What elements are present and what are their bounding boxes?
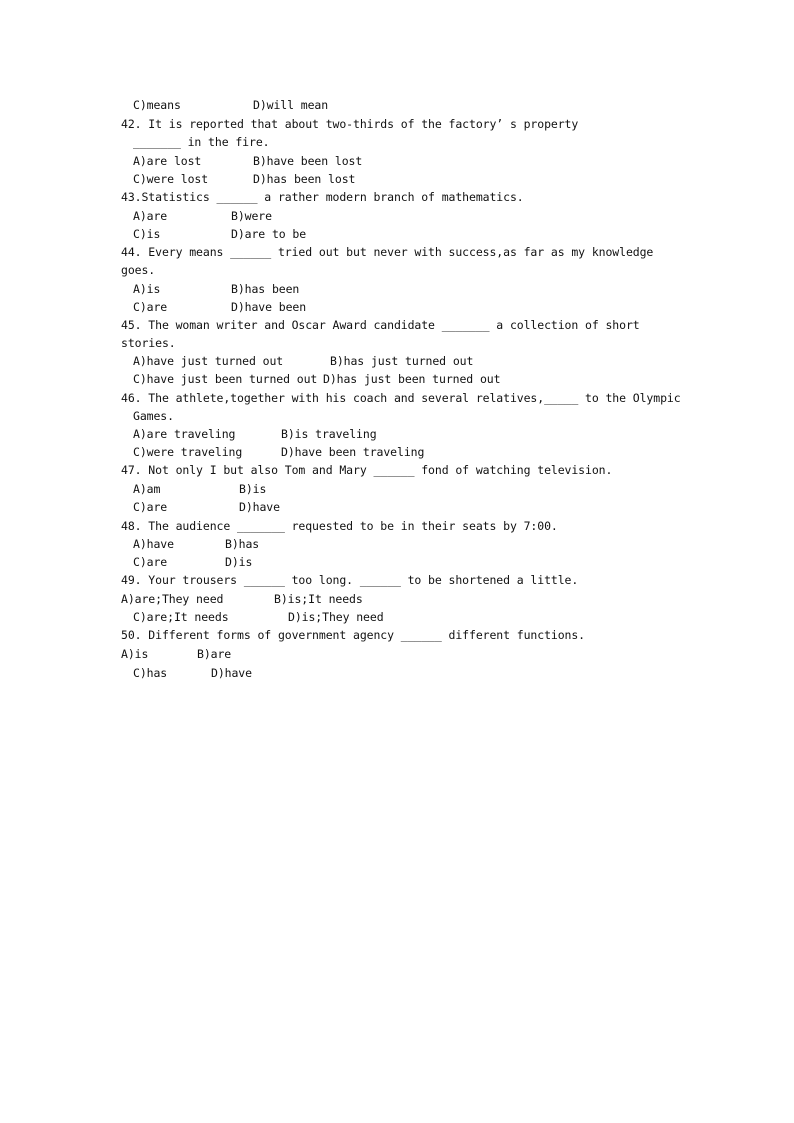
q44-stem: 44. Every means ______ tried out but never with success,as far as my knowledge — [121, 245, 654, 259]
q42-option-c: C)were lost — [133, 172, 209, 186]
q48-option-d: D)is — [225, 555, 253, 569]
q42-option-a: A)are lost — [133, 154, 202, 168]
q46-option-a: A)are traveling — [133, 427, 236, 441]
q48-stem: 48. The audience _______ requested to be in their seats by 7:00. — [121, 519, 558, 533]
q44-option-a: A)is — [133, 282, 161, 296]
q46-option-b: B)is traveling — [281, 427, 377, 441]
q48-option-b: B)has — [225, 537, 260, 551]
q47-option-a: A)am — [133, 482, 161, 496]
q43-option-a: A)are — [133, 209, 168, 223]
q41-option-c: C)means — [133, 98, 181, 112]
q44-stem-cont: goes. — [121, 263, 156, 277]
q43-option-c: C)is — [133, 227, 161, 241]
q47-option-d: D)have — [239, 500, 280, 514]
q45-stem-cont: stories. — [121, 336, 176, 350]
q45-option-d: D)has just been turned out — [323, 372, 501, 386]
q49-option-a: A)are;They need — [121, 592, 224, 606]
q46-stem: 46. The athlete,together with his coach and several relatives,_____ to the Olympic — [121, 391, 681, 405]
q42-stem: 42. It is reported that about two-thirds of the factory’ s property — [121, 117, 579, 131]
q50-option-a: A)is — [121, 647, 149, 661]
q42-stem-cont: _______ in the fire. — [133, 135, 270, 149]
q45-stem: 45. The woman writer and Oscar Award candidate _______ a collection of short — [121, 318, 640, 332]
q48-option-a: A)have — [133, 537, 174, 551]
q43-option-d: D)are to be — [231, 227, 307, 241]
q45-option-a: A)have just turned out — [133, 354, 284, 368]
q49-option-b: B)is;It needs — [274, 592, 363, 606]
q44-option-d: D)have been — [231, 300, 307, 314]
q45-option-c: C)have just been turned out — [133, 372, 318, 386]
q47-option-b: B)is — [239, 482, 267, 496]
q41-option-d: D)will mean — [253, 98, 329, 112]
q50-option-b: B)are — [197, 647, 232, 661]
q43-stem: 43.Statistics ______ a rather modern branch of mathematics. — [121, 190, 524, 204]
q46-option-d: D)have been traveling — [281, 445, 425, 459]
q46-option-c: C)were traveling — [133, 445, 243, 459]
q50-stem: 50. Different forms of government agency ______ different functions. — [121, 628, 586, 642]
q50-option-c: C)has — [133, 666, 168, 680]
q42-option-d: D)has been lost — [253, 172, 356, 186]
q47-option-c: C)are — [133, 500, 168, 514]
q49-option-d: D)is;They need — [288, 610, 384, 624]
q49-option-c: C)are;It needs — [133, 610, 229, 624]
q46-stem-cont: Games. — [133, 409, 174, 423]
q44-option-b: B)has been — [231, 282, 300, 296]
q49-stem: 49. Your trousers ______ too long. ______ to be shortened a little. — [121, 573, 579, 587]
q48-option-c: C)are — [133, 555, 168, 569]
q45-option-b: B)has just turned out — [330, 354, 474, 368]
q43-option-b: B)were — [231, 209, 272, 223]
q47-stem: 47. Not only I but also Tom and Mary ______ fond of watching television. — [121, 463, 613, 477]
q44-option-c: C)are — [133, 300, 168, 314]
q42-option-b: B)have been lost — [253, 154, 363, 168]
q50-option-d: D)have — [211, 666, 252, 680]
